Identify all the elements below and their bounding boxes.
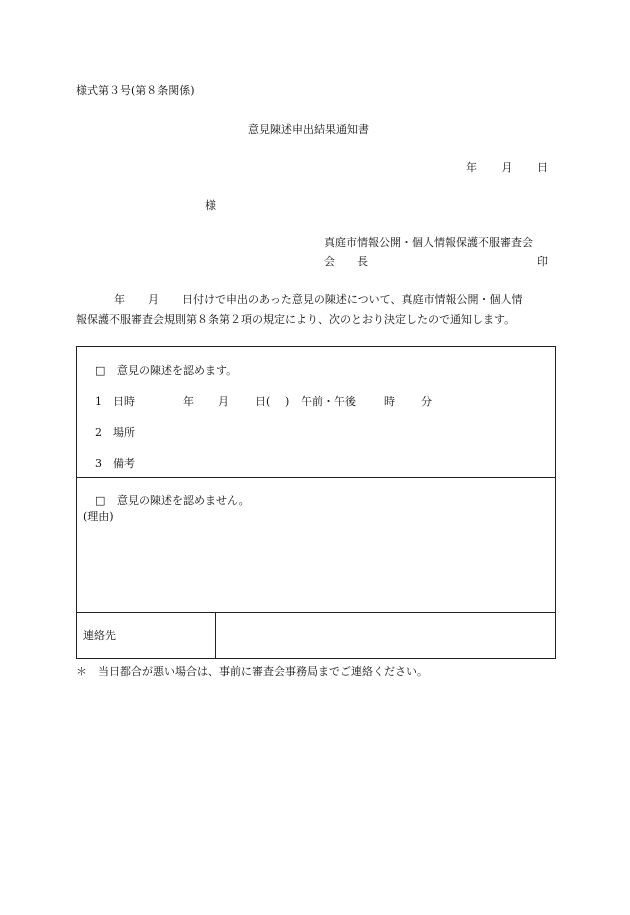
approve-checkbox[interactable]: □ [95,364,106,377]
item-number-place: 2 [95,426,102,439]
seal-mark: 印 [537,255,548,268]
datetime-ampm-label: 午前・午後 [301,395,356,408]
body-line-1: 日付けで申出のあった意見の陳述について、真庭市情報公開・個人情 [182,293,523,306]
datetime-minute-label: 分 [421,395,432,408]
date-year-label: 年 [466,161,477,174]
addressee-suffix: 様 [205,199,216,212]
issuer-position: 会 長 [324,255,368,268]
issuer-organization: 真庭市情報公開・個人情報保護不服審査会 [324,236,533,249]
section-divider [77,477,555,478]
body-year-label: 年 [114,293,125,306]
datetime-day-label: 日( [255,395,271,408]
item-label-datetime: 日時 [113,395,135,408]
datetime-month-label: 月 [218,395,229,408]
contact-divider [77,612,555,613]
reason-label: (理由) [83,510,114,523]
contact-column-divider [215,612,216,658]
deny-label: 意見の陳述を認めません。 [117,494,250,507]
document-title: 意見陳述申出結果通知書 [248,123,369,136]
date-line [466,162,548,173]
date-day-label: 日 [537,161,548,174]
footnote: ＊ 当日都合が悪い場合は、事前に審査会事務局までご連絡ください。 [76,665,428,678]
item-label-place: 場所 [113,426,135,439]
body-month-label: 月 [148,293,159,306]
datetime-hour-label: 時 [384,395,395,408]
contact-label: 連絡先 [83,629,116,642]
deny-checkbox[interactable]: □ [95,494,106,507]
datetime-year-label: 年 [183,395,194,408]
approve-label: 意見の陳述を認めます。 [117,364,238,377]
form-number: 様式第３号(第８条関係) [76,84,195,97]
body-line-2: 報保護不服審査会規則第８条第２項の規定により、次のとおり決定したので通知します。 [76,313,516,326]
item-number-datetime: 1 [95,395,102,408]
item-label-remarks: 備考 [113,457,135,470]
item-number-remarks: 3 [95,457,102,470]
decision-form-box [76,346,556,659]
date-month-label: 月 [501,161,513,174]
datetime-weekday-close: ) [285,395,290,408]
